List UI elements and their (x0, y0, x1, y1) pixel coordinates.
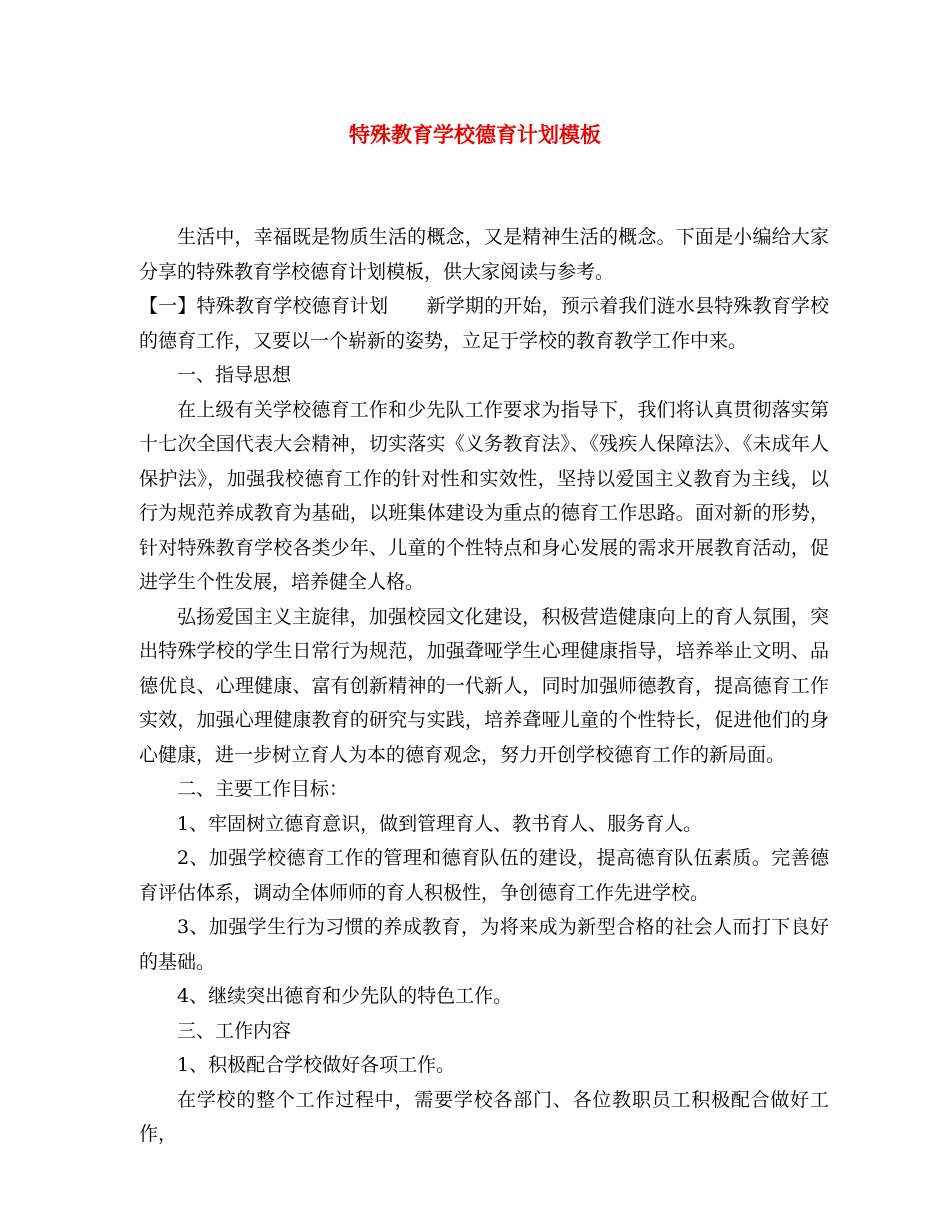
document-body (139, 220, 829, 1152)
list-item-work-1: 1、积极配合学校做好各项工作。 (177, 1054, 456, 1076)
paragraph-section-one-intro: 【一】特殊教育学校德育计划 新学期的开始，预示着我们涟水县特殊教育学校的德育工作，又要以一个崭新的姿势，立足于学校的教育教学工作中来。 (139, 295, 829, 352)
heading-main-goals: 二、主要工作目标： (177, 778, 349, 800)
heading-guiding-ideology: 一、指导思想 (177, 364, 292, 386)
list-item-goal-1: 1、牢固树立德育意识，做到管理育人、教书育人、服务育人。 (177, 812, 703, 835)
paragraph-patriotism: 弘扬爱国主义主旋律，加强校园文化建设，积极营造健康向上的育人氛围，突出特殊学校的学生日常行为规范，加强聋哑学生心理健康指导，培养举止文明、品德优良、心理健康、富有创新精神的一代新人，同时加强师德教育，提高德育工作实效，加强心理健康教育的研究与实践，培养聋哑儿童的个性特长，促进他们的身心健康，进一步树立育人为本的德育观念，努力开创学校德育工作的新局面。 (139, 605, 829, 766)
paragraph-guiding-ideology: 在上级有关学校德育工作和少先队工作要求为指导下，我们将认真贯彻落实第十七次全国代表大会精神，切实落实《义务教育法》、《残疾人保障法》、《未成年人保护法》，加强我校德育工作的针对性和实效性，坚持以爱国主义教育为主线，以行为规范养成教育为基础，以班集体建设为重点的德育工作思路。面对新的形势，针对特殊教育学校各类少年、儿童的个性特点和身心发展的需求开展教育活动，促进学生个性发展，培养健全人格。 (139, 398, 829, 593)
list-item-goal-2: 2、加强学校德育工作的管理和德育队伍的建设，提高德育队伍素质。完善德育评估体系，调动全体师师的育人积极性，争创德育工作先进学校。 (139, 847, 829, 904)
document-title: 特殊教育学校德育计划模板 (349, 122, 601, 147)
paragraph-intro: 生活中，幸福既是物质生活的概念，又是精神生活的概念。下面是小编给大家分享的特殊教育学校德育计划模板，供大家阅读与参考。 (139, 226, 829, 283)
heading-work-content: 三、工作内容 (177, 1019, 292, 1042)
list-item-goal-4: 4、继续突出德育和少先队的特色工作。 (177, 985, 513, 1007)
paragraph-work-process: 在学校的整个工作过程中，需要学校各部门、各位教职员工积极配合做好工作， (139, 1088, 829, 1145)
list-item-goal-3: 3、加强学生行为习惯的养成教育，为将来成为新型合格的社会人而打下良好的基础。 (139, 916, 829, 973)
